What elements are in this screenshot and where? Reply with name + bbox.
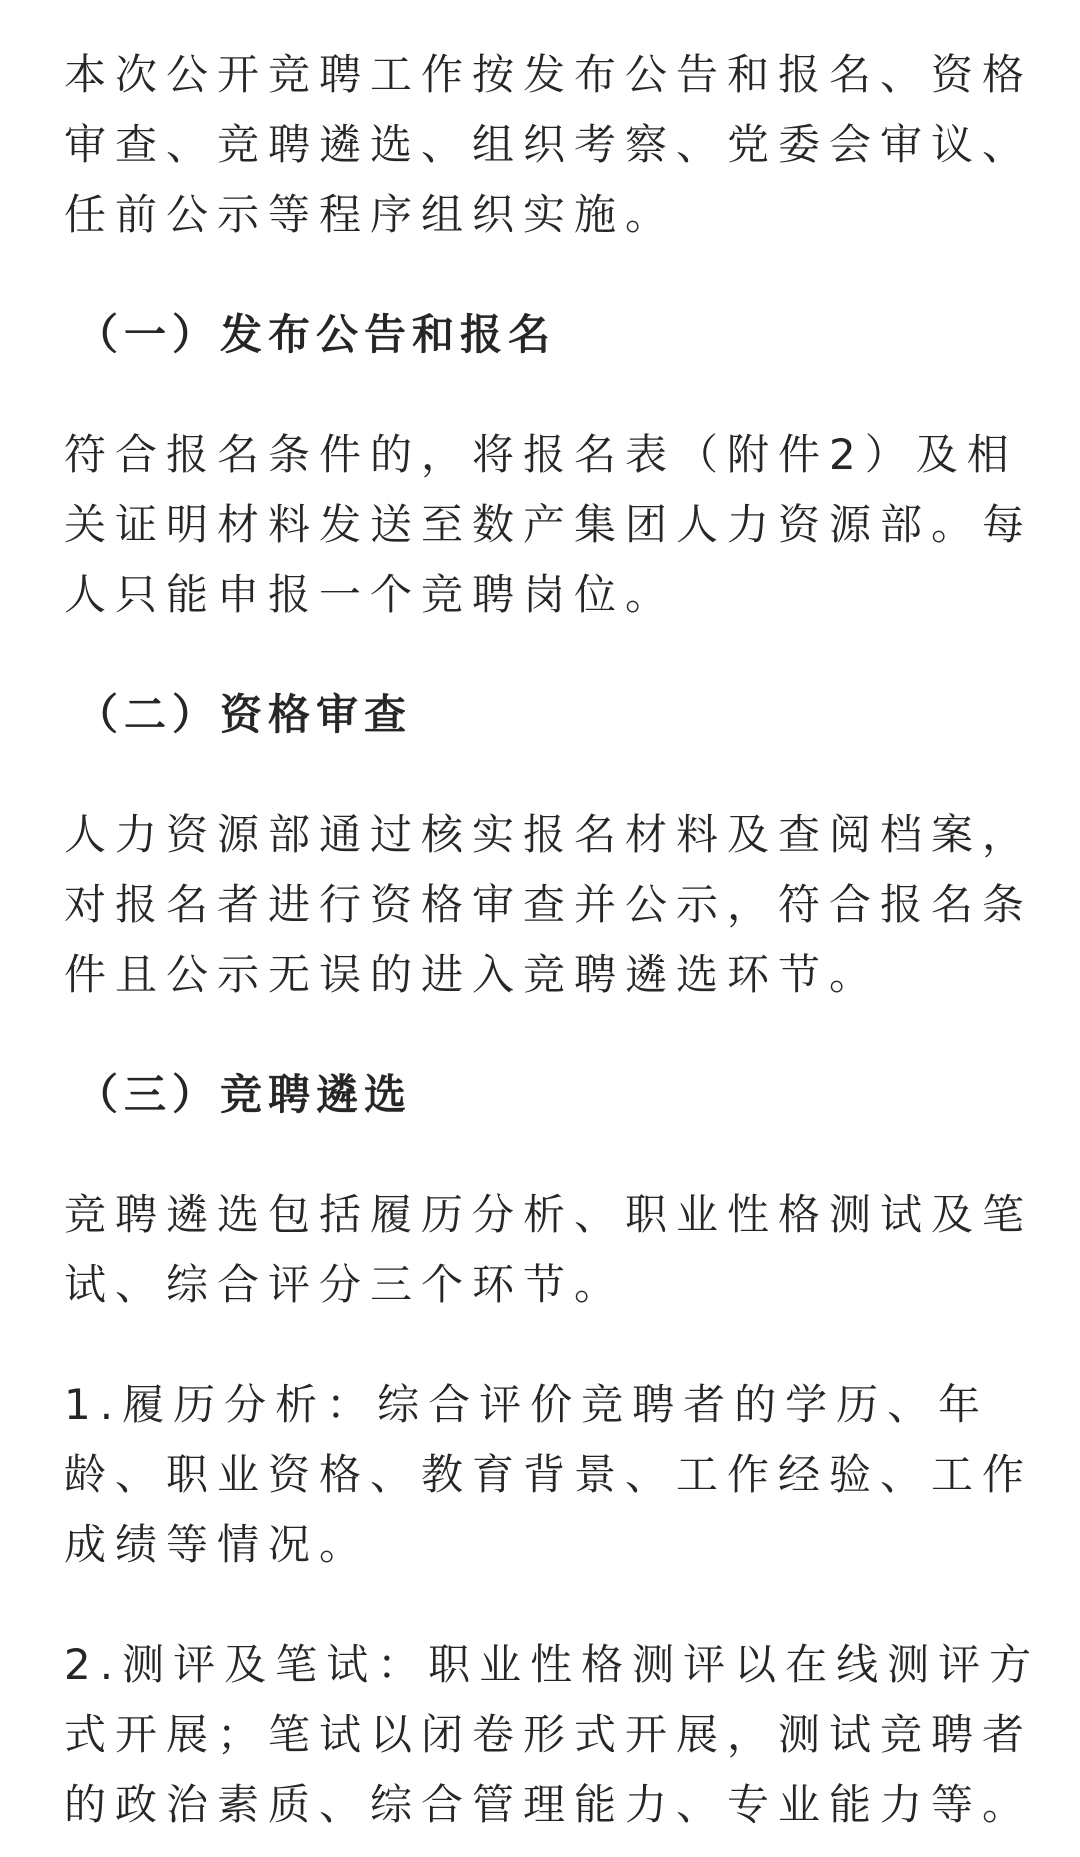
paragraph-line: 的政治素质、综合管理能力、专业能力等。 [64, 1780, 1034, 1829]
section-2-paragraph [64, 800, 1034, 1010]
paragraph-line: 竞聘遴选包括履历分析、职业性格测试及笔 [64, 1190, 1034, 1239]
paragraph-line: 2.测评及笔试：职业性格测评以在线测评方 [64, 1640, 1041, 1689]
paragraph-line: 对报名者进行资格审查并公示，符合报名条 [64, 880, 1034, 929]
paragraph-line: 任前公示等程序组织实施。 [64, 190, 677, 239]
list-item-resume-analysis [64, 1370, 1034, 1580]
paragraph-line: 龄、职业资格、教育背景、工作经验、工作 [64, 1450, 1034, 1499]
paragraph-line: 审查、竞聘遴选、组织考察、党委会审议、 [64, 120, 1034, 169]
paragraph-line: 件且公示无误的进入竞聘遴选环节。 [64, 950, 881, 999]
list-item-assessment-exam [64, 1630, 1041, 1840]
paragraph-line: 关证明材料发送至数产集团人力资源部。每 [64, 500, 1034, 549]
section-heading-1 [64, 300, 1016, 370]
paragraph-line: 式开展；笔试以闭卷形式开展，测试竞聘者 [64, 1710, 1034, 1759]
paragraph-line: 人力资源部通过核实报名材料及查阅档案， [64, 810, 1034, 859]
section-3-paragraph [64, 1180, 1034, 1320]
paragraph-line: 试、综合评分三个环节。 [64, 1260, 626, 1309]
section-1-paragraph [64, 420, 1034, 630]
paragraph-line: 成绩等情况。 [64, 1520, 371, 1569]
section-heading-text: （三）竞聘遴选 [76, 1070, 413, 1119]
section-heading-3 [64, 1060, 1016, 1130]
paragraph-line: 本次公开竞聘工作按发布公告和报名、资格 [64, 50, 1034, 99]
section-heading-text: （一）发布公告和报名 [76, 310, 557, 359]
paragraph-line: 符合报名条件的，将报名表（附件2）及相 [64, 430, 1018, 479]
section-heading-2 [64, 680, 1016, 750]
intro-paragraph [64, 40, 1034, 250]
section-heading-text: （二）资格审查 [76, 690, 413, 739]
paragraph-line: 人只能申报一个竞聘岗位。 [64, 570, 677, 619]
paragraph-line: 1.履历分析：综合评价竞聘者的学历、年 [64, 1380, 990, 1429]
